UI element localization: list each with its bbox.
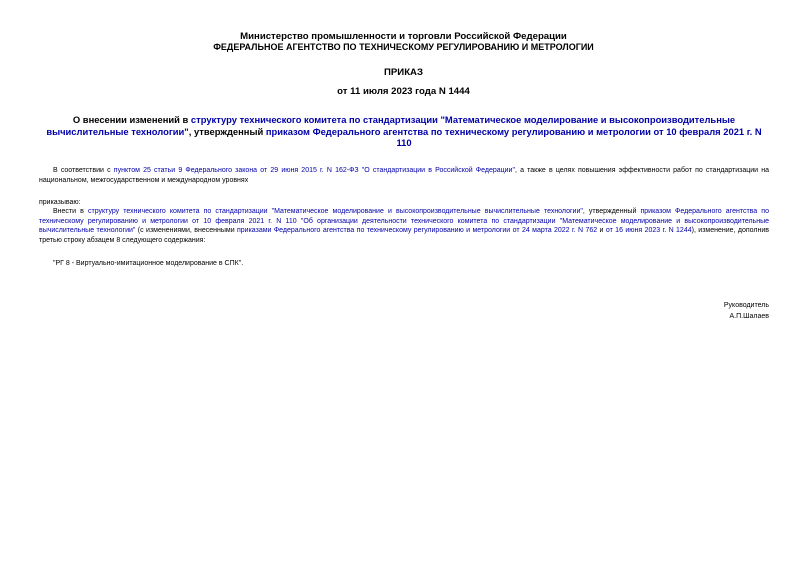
subject-text: , утвержденный [188,125,266,137]
ministry-name: Министерство промышленности и торговли Российской Федерации [240,31,567,42]
paragraph-amendment [39,207,769,245]
link-federal-law-162[interactable]: пунктом 25 статьи 9 Федерального закона от 29 июня 2015 г. N 162-ФЗ "О стандартизации в Российской Федерации" [113,167,515,174]
order-title: ПРИКАЗ [384,67,423,78]
signature-role: Руководитель [723,302,769,309]
link-order-762[interactable]: приказами Федерального агентства по техническому регулированию и метрологии от 24 марта 2022 г. N 762 [237,227,598,234]
paragraph-text: Внести в [53,208,88,215]
paragraph-text: ), изменение, дополнив третью строку абзацем 8 следующего содержания: [39,227,769,244]
paragraph-basis [39,166,769,185]
signature-name: А.П.Шалаев [729,313,769,320]
signature-block [724,300,769,322]
paragraph-text: В соответствии с [53,167,114,174]
subject-text: О внесении изменений в [72,114,191,125]
link-committee-structure[interactable]: структуру технического комитета по стандартизации "Математическое моделирование и высокопроизводительные вычислительные технологии" [88,208,583,215]
paragraph-text: (с изменениями, внесенными [135,227,237,234]
order-date: от 11 июля 2023 года N 1444 [337,86,470,97]
paragraph-new-line: "РГ 8 - Виртуально-имитационное моделирование в СПК". [53,260,244,267]
paragraph-text: и [597,227,606,234]
document-header [0,31,807,53]
paragraph-text: , утвержденный [582,208,641,215]
subject-link-structure[interactable]: структуру технического комитета по стандартизации "Математическое моделирование и высокопроизводительные вычислительные технологии" [46,114,736,137]
paragraph-text: , а также в целях повышения эффективности работ по стандартизации на национальном, межгосударственном и международном уровнях [39,167,770,184]
order-subject [44,114,764,149]
agency-name: ФЕДЕРАЛЬНОЕ АГЕНТСТВО ПО ТЕХНИЧЕСКОМУ РЕГУЛИРОВАНИЮ И МЕТРОЛОГИИ [213,42,594,52]
link-order-1244[interactable]: от 16 июня 2023 г. N 1244 [605,227,692,234]
link-order-110[interactable]: приказом Федерального агентства по техническому регулированию и метрологии от 10 февраля 2021 г. N 110 "Об организации деятельности технического комитета по стандартизации "Математическое моделирование и высокопроизводительные вычислительные технологии" [39,208,769,234]
paragraph-order-word: приказываю: [39,199,81,206]
subject-link-order-110[interactable]: приказом Федерального агентства по техническому регулированию и метрологии от 10 февраля 2021 г. N 110 [265,125,762,148]
